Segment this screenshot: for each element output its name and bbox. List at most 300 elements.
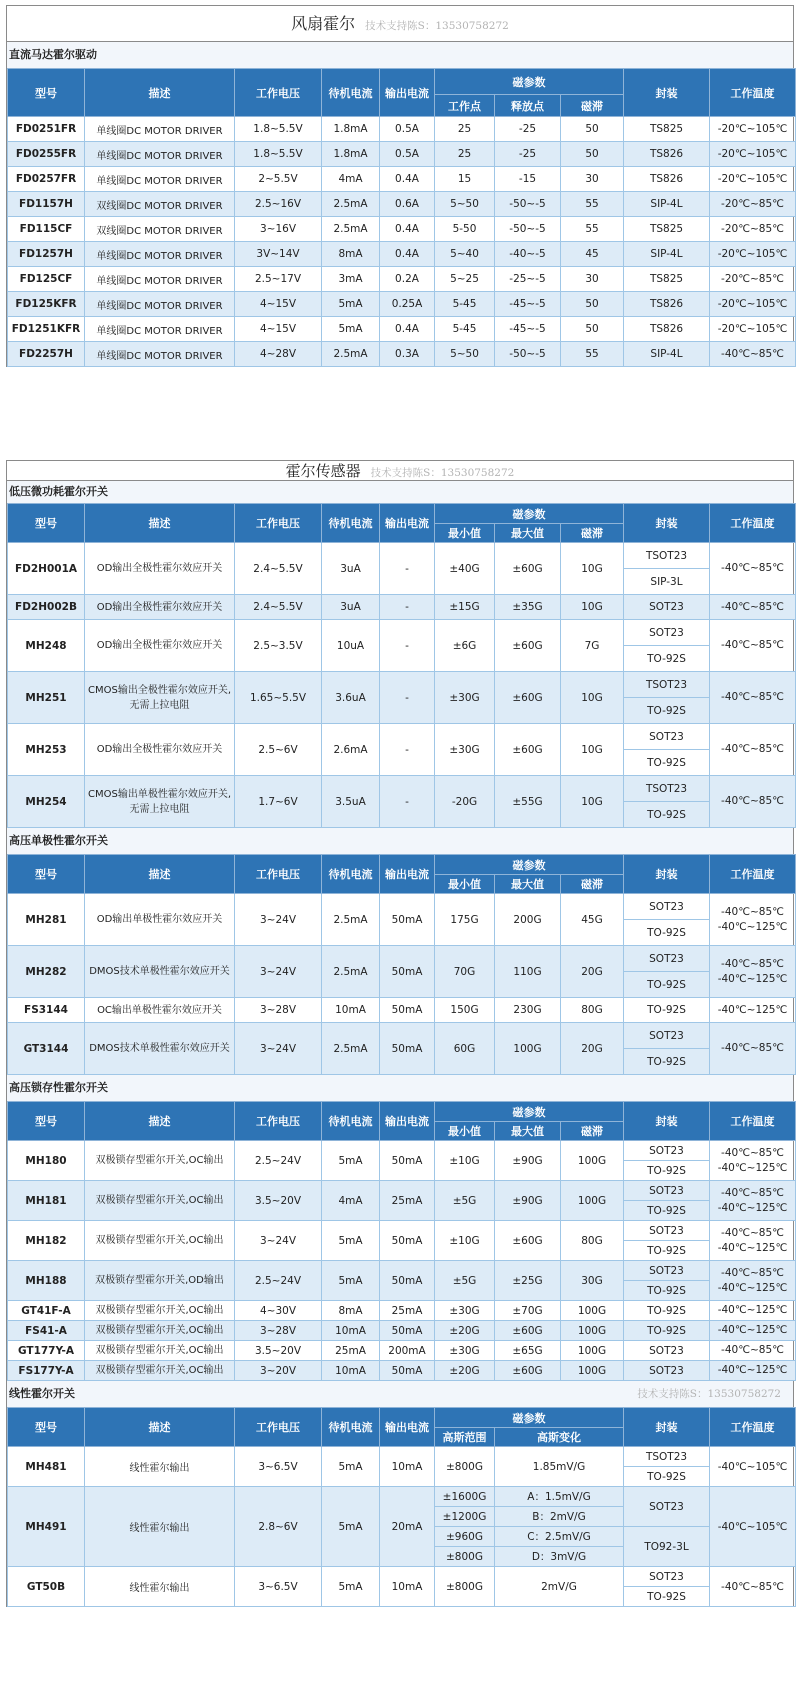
cell: -40℃~85℃ -40℃~125℃: [710, 1221, 796, 1261]
cell: TO-92S: [624, 1241, 710, 1261]
unipolar-table: [7, 854, 796, 1075]
cell: 150G: [435, 998, 495, 1023]
fan-hall-table: [7, 68, 796, 367]
cell: 100G: [561, 1341, 624, 1361]
cell: ±960G: [435, 1527, 495, 1547]
table-row: [8, 292, 796, 317]
cell: SOT23: [624, 1221, 710, 1241]
cell: 0.3A: [380, 342, 435, 367]
cell: 50mA: [380, 894, 435, 946]
cell: ±30G: [435, 1341, 495, 1361]
cell: ±60G: [495, 672, 561, 724]
cell: 4~30V: [235, 1301, 322, 1321]
cell: SOT23: [624, 1361, 710, 1381]
cell: 2.5mA: [322, 894, 380, 946]
cell: ±25G: [495, 1261, 561, 1301]
header-magnetic: 磁参数: [435, 1408, 624, 1428]
cell: TO-92S: [624, 646, 710, 672]
cell: 2.5~24V: [235, 1141, 322, 1181]
cell: -40℃~105℃: [710, 1487, 796, 1567]
table-row: [8, 117, 796, 142]
cell: -20℃~105℃: [710, 117, 796, 142]
cell: -45~-5: [495, 292, 561, 317]
table-row: [8, 1181, 796, 1201]
cell: FD0257FR: [8, 167, 85, 192]
watermark: 技术支持陈S：13530758272: [637, 1388, 781, 1400]
cell: 双极锁存型霍尔开关,OC输出: [85, 1361, 235, 1381]
cell: C：2.5mV/G: [495, 1527, 624, 1547]
cell: FD125KFR: [8, 292, 85, 317]
cell: 0.25A: [380, 292, 435, 317]
header-sub: 最大值: [495, 875, 561, 894]
latch-table: [7, 1101, 796, 1381]
cell: 5~50: [435, 192, 495, 217]
cell: -20℃~105℃: [710, 292, 796, 317]
cell: 2~5.5V: [235, 167, 322, 192]
cell: 50: [561, 317, 624, 342]
header-temp: 工作温度: [710, 1102, 796, 1141]
cell: 25mA: [380, 1301, 435, 1321]
cell: 80G: [561, 998, 624, 1023]
cell: CMOS输出全极性霍尔效应开关,无需上拉电阻: [85, 672, 235, 724]
cell: 50: [561, 292, 624, 317]
cell: 3~6.5V: [235, 1567, 322, 1607]
header-voltage: 工作电压: [235, 1102, 322, 1141]
cell: SOT23: [624, 1261, 710, 1281]
cell: 5mA: [322, 1221, 380, 1261]
cell: 线性霍尔输出: [85, 1567, 235, 1607]
cell: ±60G: [495, 1321, 561, 1341]
cell: 55: [561, 342, 624, 367]
cell: MH491: [8, 1487, 85, 1567]
cell: MH253: [8, 724, 85, 776]
cell: 5mA: [322, 1261, 380, 1301]
table-row: [8, 946, 796, 972]
cell: MH281: [8, 894, 85, 946]
cell: SOT23: [624, 724, 710, 750]
table-row: [8, 142, 796, 167]
cell: 50: [561, 142, 624, 167]
cell: ±10G: [435, 1141, 495, 1181]
cell: -25: [495, 117, 561, 142]
header-standby: 待机电流: [322, 1408, 380, 1447]
header-voltage: 工作电压: [235, 504, 322, 543]
header-output: 输出电流: [380, 69, 435, 117]
cell: ±30G: [435, 724, 495, 776]
cell: 2.4~5.5V: [235, 543, 322, 595]
cell: 5-45: [435, 317, 495, 342]
cell: 1.8~5.5V: [235, 117, 322, 142]
cell: 0.4A: [380, 167, 435, 192]
section-title: [7, 461, 793, 481]
cell: 3~24V: [235, 946, 322, 998]
cell: 100G: [561, 1361, 624, 1381]
table-row: [8, 1487, 796, 1507]
cell: 3~16V: [235, 217, 322, 242]
cell: TO-92S: [624, 1049, 710, 1075]
cell: -20G: [435, 776, 495, 828]
cell: TS825: [624, 217, 710, 242]
cell: DMOS技术单极性霍尔效应开关: [85, 946, 235, 998]
header-standby: 待机电流: [322, 1102, 380, 1141]
cell: ±35G: [495, 595, 561, 620]
cell: 3~6.5V: [235, 1447, 322, 1487]
cell: 5mA: [322, 317, 380, 342]
table-row: [8, 267, 796, 292]
cell: 1.7~6V: [235, 776, 322, 828]
cell: ±1600G: [435, 1487, 495, 1507]
cell: 25mA: [380, 1181, 435, 1221]
table-row: [8, 776, 796, 802]
cell: 10G: [561, 672, 624, 724]
cell: -40℃~85℃: [710, 672, 796, 724]
cell: ±60G: [495, 543, 561, 595]
cell: -20℃~105℃: [710, 317, 796, 342]
cell: TO-92S: [624, 1321, 710, 1341]
cell: OD输出单极性霍尔效应开关: [85, 894, 235, 946]
cell: TS826: [624, 167, 710, 192]
low-voltage-table: [7, 503, 796, 828]
cell: 10G: [561, 595, 624, 620]
cell: ±20G: [435, 1361, 495, 1381]
cell: 双极锁存型霍尔开关,OC输出: [85, 1321, 235, 1341]
cell: 双极锁存型霍尔开关,OC输出: [85, 1141, 235, 1181]
header-sub: 高斯范围: [435, 1428, 495, 1447]
cell: ±5G: [435, 1261, 495, 1301]
cell: 100G: [561, 1321, 624, 1341]
section-title-text: 霍尔传感器: [285, 462, 361, 480]
linear-table: [7, 1407, 796, 1607]
cell: ±90G: [495, 1141, 561, 1181]
table-row: [8, 620, 796, 646]
cell: 0.4A: [380, 217, 435, 242]
cell: TS826: [624, 292, 710, 317]
cell: 2.5~17V: [235, 267, 322, 292]
cell: 0.5A: [380, 142, 435, 167]
header-desc: 描述: [85, 69, 235, 117]
cell: 双极锁存型霍尔开关,OC输出: [85, 1341, 235, 1361]
cell: 线性霍尔输出: [85, 1447, 235, 1487]
cell: 100G: [561, 1141, 624, 1181]
cell: OD输出全极性霍尔效应开关: [85, 543, 235, 595]
cell: 20G: [561, 946, 624, 998]
cell: 4mA: [322, 167, 380, 192]
cell: ±60G: [495, 620, 561, 672]
cell: 8mA: [322, 242, 380, 267]
cell: ±800G: [435, 1567, 495, 1607]
cell: 双线圈DC MOTOR DRIVER: [85, 192, 235, 217]
table-row: [8, 672, 796, 698]
cell: ±10G: [435, 1221, 495, 1261]
table-row: [8, 1221, 796, 1241]
cell: ±60G: [495, 1221, 561, 1261]
cell: 单线圈DC MOTOR DRIVER: [85, 167, 235, 192]
cell: 3V~14V: [235, 242, 322, 267]
cell: 2.5mA: [322, 946, 380, 998]
header-sub: 最小值: [435, 524, 495, 543]
cell: -40℃~85℃ -40℃~125℃: [710, 894, 796, 946]
header-sub: 最小值: [435, 1122, 495, 1141]
category-label: 线性霍尔开关: [9, 1387, 75, 1400]
cell: FS41-A: [8, 1321, 85, 1341]
cell: 3uA: [322, 543, 380, 595]
cell: SOT23: [624, 1487, 710, 1527]
cell: MH251: [8, 672, 85, 724]
cell: -40℃~85℃ -40℃~125℃: [710, 1181, 796, 1221]
cell: 20G: [561, 1023, 624, 1075]
cell: 线性霍尔输出: [85, 1487, 235, 1567]
cell: 0.5A: [380, 117, 435, 142]
cell: -40℃~85℃: [710, 724, 796, 776]
cell: 8mA: [322, 1301, 380, 1321]
cell: ±20G: [435, 1321, 495, 1341]
cell: 1.65~5.5V: [235, 672, 322, 724]
cell: 7G: [561, 620, 624, 672]
header-desc: 描述: [85, 504, 235, 543]
cell: 60G: [435, 1023, 495, 1075]
cell: FD115CF: [8, 217, 85, 242]
cell: 2.4~5.5V: [235, 595, 322, 620]
cell: -20℃~85℃: [710, 217, 796, 242]
cell: 15: [435, 167, 495, 192]
cell: 2.5mA: [322, 1023, 380, 1075]
table-row: [8, 1023, 796, 1049]
cell: -40℃~85℃: [710, 595, 796, 620]
cell: -40℃~85℃ -40℃~125℃: [710, 946, 796, 998]
cell: 10uA: [322, 620, 380, 672]
watermark: 技术支持陈S：13530758272: [365, 20, 509, 32]
header-model: 型号: [8, 504, 85, 543]
cell: 50: [561, 117, 624, 142]
cell: 2.5mA: [322, 217, 380, 242]
cell: -40℃~85℃: [710, 776, 796, 828]
cell: TSOT23: [624, 543, 710, 569]
cell: 175G: [435, 894, 495, 946]
cell: ±800G: [435, 1447, 495, 1487]
cell: 50mA: [380, 1023, 435, 1075]
header-temp: 工作温度: [710, 1408, 796, 1447]
cell: -15: [495, 167, 561, 192]
header-standby: 待机电流: [322, 504, 380, 543]
cell: -40℃~85℃: [710, 342, 796, 367]
cell: SOT23: [624, 946, 710, 972]
cell: ±90G: [495, 1181, 561, 1221]
cell: MH180: [8, 1141, 85, 1181]
cell: -25: [495, 142, 561, 167]
cell: 双线圈DC MOTOR DRIVER: [85, 217, 235, 242]
cell: 2.5mA: [322, 342, 380, 367]
cell: TO-92S: [624, 972, 710, 998]
header-magnetic: 磁参数: [435, 855, 624, 875]
cell: 5-45: [435, 292, 495, 317]
table-row: [8, 1341, 796, 1361]
cell: 4~28V: [235, 342, 322, 367]
header-sub: 工作点: [435, 95, 495, 117]
cell: OD输出全极性霍尔效应开关: [85, 620, 235, 672]
cell: 2.5~3.5V: [235, 620, 322, 672]
cell: 3uA: [322, 595, 380, 620]
cell: TS826: [624, 142, 710, 167]
cell: OD输出全极性霍尔效应开关: [85, 724, 235, 776]
hall-sensor-section: [6, 460, 794, 1607]
cell: 2.6mA: [322, 724, 380, 776]
cell: -: [380, 724, 435, 776]
header-voltage: 工作电压: [235, 855, 322, 894]
cell: 30: [561, 167, 624, 192]
table-row: [8, 894, 796, 920]
cell: 1.85mV/G: [495, 1447, 624, 1487]
cell: 10mA: [380, 1447, 435, 1487]
cell: 0.2A: [380, 267, 435, 292]
cell: 4~15V: [235, 317, 322, 342]
table-row: [8, 342, 796, 367]
cell: MH182: [8, 1221, 85, 1261]
cell: TO92-3L: [624, 1527, 710, 1567]
cell: -: [380, 543, 435, 595]
cell: 5~40: [435, 242, 495, 267]
cell: 3~20V: [235, 1361, 322, 1381]
cell: 单线圈DC MOTOR DRIVER: [85, 317, 235, 342]
cell: TSOT23: [624, 776, 710, 802]
cell: -40℃~105℃: [710, 1447, 796, 1487]
cell: 4~15V: [235, 292, 322, 317]
table-row: [8, 167, 796, 192]
cell: ±800G: [435, 1547, 495, 1567]
section-title: [7, 6, 793, 42]
cell: 1.8mA: [322, 142, 380, 167]
cell: 200G: [495, 894, 561, 946]
cell: 单线圈DC MOTOR DRIVER: [85, 292, 235, 317]
cell: 10G: [561, 776, 624, 828]
cell: 双极锁存型霍尔开关,OC输出: [85, 1221, 235, 1261]
cell: 230G: [495, 998, 561, 1023]
cell: 2mV/G: [495, 1567, 624, 1607]
cell: TO-92S: [624, 1301, 710, 1321]
cell: ±70G: [495, 1301, 561, 1321]
cell: -: [380, 672, 435, 724]
cell: 单线圈DC MOTOR DRIVER: [85, 267, 235, 292]
cell: 1.8mA: [322, 117, 380, 142]
category-heading: 直流马达霍尔驱动: [7, 42, 793, 68]
cell: 3~28V: [235, 1321, 322, 1341]
cell: -40℃~85℃: [710, 1567, 796, 1607]
cell: ±30G: [435, 1301, 495, 1321]
header-voltage: 工作电压: [235, 1408, 322, 1447]
cell: -20℃~105℃: [710, 142, 796, 167]
cell: 10mA: [322, 1321, 380, 1341]
cell: TO-92S: [624, 1161, 710, 1181]
cell: TO-92S: [624, 750, 710, 776]
cell: SIP-4L: [624, 342, 710, 367]
cell: TS826: [624, 317, 710, 342]
cell: -40℃~125℃: [710, 1321, 796, 1341]
cell: SOT23: [624, 1023, 710, 1049]
header-sub: 磁滞: [561, 1122, 624, 1141]
header-sub: 磁滞: [561, 524, 624, 543]
cell: -: [380, 776, 435, 828]
table-row: [8, 242, 796, 267]
cell: TO-92S: [624, 1467, 710, 1487]
cell: 5mA: [322, 1487, 380, 1567]
watermark: 技术支持陈S：13530758272: [370, 467, 515, 479]
header-desc: 描述: [85, 1408, 235, 1447]
header-model: 型号: [8, 1408, 85, 1447]
header-output: 输出电流: [380, 855, 435, 894]
cell: 10mA: [322, 1361, 380, 1381]
header-standby: 待机电流: [322, 855, 380, 894]
header-desc: 描述: [85, 1102, 235, 1141]
cell: -45~-5: [495, 317, 561, 342]
table-row: [8, 1141, 796, 1161]
cell: 3~28V: [235, 998, 322, 1023]
cell: 55: [561, 192, 624, 217]
cell: 3~24V: [235, 894, 322, 946]
cell: -50~-5: [495, 217, 561, 242]
category-heading: 低压微功耗霍尔开关: [7, 481, 793, 503]
cell: 100G: [495, 1023, 561, 1075]
cell: -: [380, 595, 435, 620]
cell: -25~-5: [495, 267, 561, 292]
cell: TO-92S: [624, 998, 710, 1023]
cell: 30G: [561, 1261, 624, 1301]
cell: 2.5~6V: [235, 724, 322, 776]
cell: 4mA: [322, 1181, 380, 1221]
cell: FD2H001A: [8, 543, 85, 595]
cell: OC输出单极性霍尔效应开关: [85, 998, 235, 1023]
table-row: [8, 998, 796, 1023]
cell: TS825: [624, 117, 710, 142]
cell: -40℃~125℃: [710, 1361, 796, 1381]
header-output: 输出电流: [380, 504, 435, 543]
header-package: 封装: [624, 855, 710, 894]
cell: OD输出全极性霍尔效应开关: [85, 595, 235, 620]
cell: -40℃~85℃ -40℃~125℃: [710, 1261, 796, 1301]
cell: 25mA: [322, 1341, 380, 1361]
header-package: 封装: [624, 504, 710, 543]
header-sub: 磁滞: [561, 875, 624, 894]
table-row: [8, 1321, 796, 1341]
cell: SOT23: [624, 1141, 710, 1161]
cell: MH181: [8, 1181, 85, 1221]
cell: ±60G: [495, 724, 561, 776]
cell: 5-50: [435, 217, 495, 242]
cell: SOT23: [624, 894, 710, 920]
cell: TO-92S: [624, 1587, 710, 1607]
cell: -50~-5: [495, 192, 561, 217]
cell: MH188: [8, 1261, 85, 1301]
cell: GT3144: [8, 1023, 85, 1075]
cell: TS825: [624, 267, 710, 292]
cell: ±15G: [435, 595, 495, 620]
cell: 5~25: [435, 267, 495, 292]
cell: 双极锁存型霍尔开关,OD输出: [85, 1261, 235, 1301]
header-model: 型号: [8, 69, 85, 117]
cell: MH248: [8, 620, 85, 672]
table-row: [8, 724, 796, 750]
header-package: 封装: [624, 69, 710, 117]
cell: TO-92S: [624, 920, 710, 946]
cell: 50mA: [380, 1221, 435, 1261]
cell: 70G: [435, 946, 495, 998]
table-row: [8, 1567, 796, 1587]
cell: 1.8~5.5V: [235, 142, 322, 167]
header-temp: 工作温度: [710, 504, 796, 543]
table-row: [8, 1447, 796, 1467]
cell: -40℃~85℃: [710, 1023, 796, 1075]
cell: FD2H002B: [8, 595, 85, 620]
cell: 双极锁存型霍尔开关,OC输出: [85, 1301, 235, 1321]
cell: TO-92S: [624, 1281, 710, 1301]
